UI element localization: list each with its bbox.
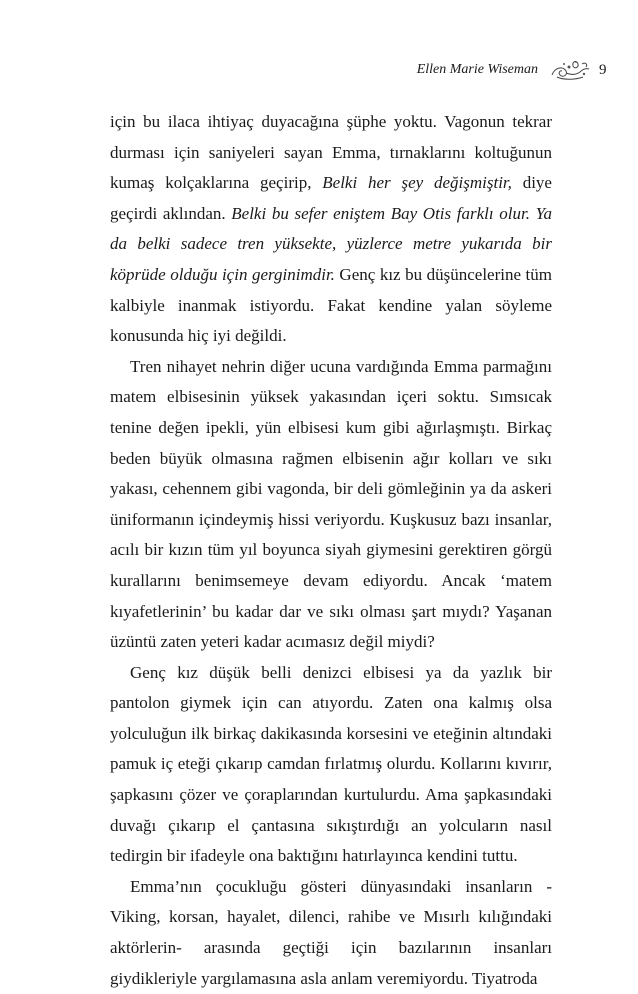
paragraph <box>110 107 552 352</box>
paragraph <box>110 352 552 658</box>
paragraph-text: Genç kız düşük belli denizci elbisesi ya da yazlık bir pantolon giymek için can atıyordu. Zaten ona kalmış olsa yolculuğun ilk birkaç dakikasında korsesini ve eteğinin altındaki pamuk iç eteği çıkarıp camdan fırlatmış olurdu. Kollarını kıvırır, şapkasını çözer ve çoraplarından kurtulurdu. Ama şapkasındaki duvağı çıkarıp el çantasına sıkıştırdığı an yolcuların nasıl tedirgin bir ifadeyle ona baktığını hatırlayınca kendini tuttu. <box>110 662 552 866</box>
paragraph-text: Genç kız bu düşüncelerine tüm kalbiyle inanmak istiyordu. Fakat kendine yalan söyleme konusunda hiç iyi değildi. <box>110 264 552 346</box>
italic-thought-text: Belki her şey değişmiştir, <box>322 173 512 193</box>
body-text <box>110 107 552 994</box>
paragraph-text: için bu ilaca ihtiyaç duyacağına şüphe yoktu. Vagonun tekrar durması için saniyeleri sayan Emma, tırnaklarını koltuğunun kumaş kolçaklarına geçirip, <box>110 112 552 193</box>
running-header <box>0 60 638 84</box>
paragraph <box>110 872 552 994</box>
page-number: 9 <box>599 62 607 78</box>
author-name: Ellen Marie Wiseman <box>416 62 538 77</box>
paragraph-text: Emma’nın çocukluğu gösteri dünyasındaki insanların -Viking, korsan, hayalet, dilenci, rahibe ve Mısırlı kılığındaki aktörlerin- arasında geçtiği için bazılarının insanları giydikleriyle yargılamasına asla anlam veremiyordu. Tiyatroda <box>110 876 552 988</box>
floral-ornament-icon <box>549 58 591 82</box>
paragraph-text: diye geçirdi aklından. <box>110 173 552 223</box>
paragraph-text: Tren nihayet nehrin diğer ucuna vardığında Emma parmağını matem elbisesinin yüksek yakasından içeri soktu. Sımsıcak tenine değen ipekli, yün elbisesi kum gibi ağırlaşmıştı. Birkaç beden büyük olmasına rağmen elbisenin ağır kolları ve sıkı yakası, cehennem gibi vagonda, bir deli gömleğinin ya da askeri üniformanın içindeymiş hissi veriyordu. Kuşkusuz bazı insanlar, acılı bir kızın tüm yıl boyunca siyah giymesini gerektiren görgü kurallarını benimsemeye devam ediyordu. Ancak ‘matem kıyafetlerinin’ bu kadar dar ve sıkı olması şart mıydı? Yaşanan üzüntü zaten yeteri kadar acımasız değil miydi? <box>110 356 552 652</box>
paragraph <box>110 658 552 872</box>
italic-thought-text: Belki bu sefer eniştem Bay Otis farklı olur. Ya da belki sadece tren yüksekte, yüzlerce metre yukarıda bir köprüde olduğu için gerginimdir. <box>110 203 552 284</box>
